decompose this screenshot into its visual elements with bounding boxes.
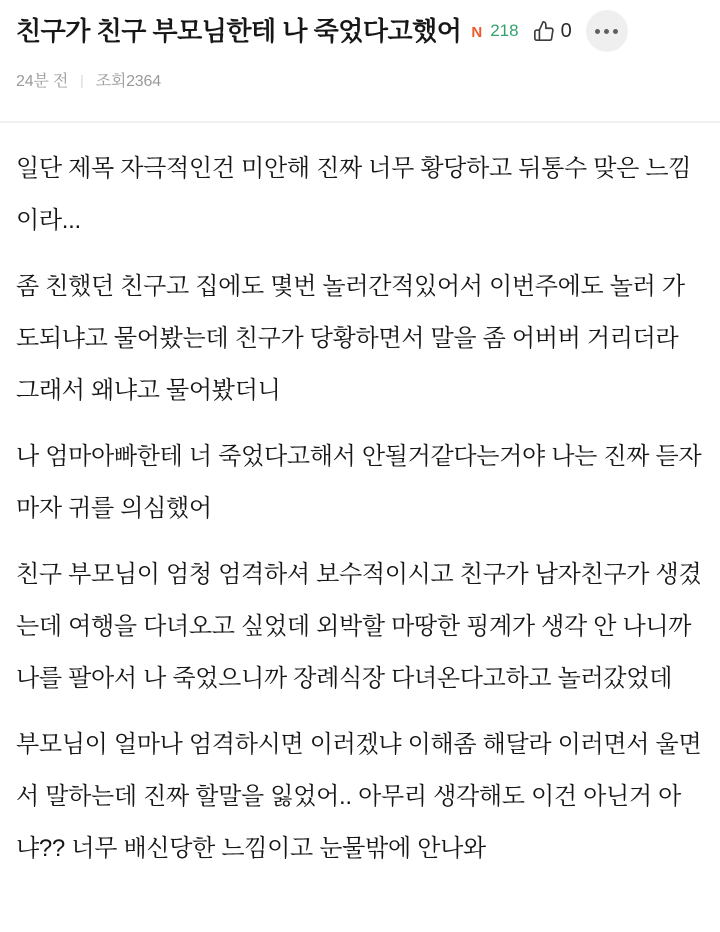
- meta-separator: |: [80, 71, 84, 88]
- more-button[interactable]: [586, 10, 628, 52]
- post-paragraph: 부모님이 얼마나 엄격하시면 이러겠냐 이해좀 해달라 이러면서 울면서 말하는데 진짜 할말을 잃었어.. 아무리 생각해도 이건 아닌거 아냐?? 너무 배신당한 느낌이고 눈물밖에 안나와: [16, 731, 702, 862]
- post-header: [0, 0, 720, 91]
- like-button[interactable]: [533, 20, 572, 43]
- view-count: 조회2364: [95, 73, 161, 90]
- new-badge: N: [471, 23, 483, 41]
- post-paragraph: 나 엄마아빠한테 너 죽었다고해서 안될거같다는거야 나는 진짜 듣자마자 귀를 의심했어: [16, 443, 702, 522]
- ellipsis-icon: [595, 29, 618, 34]
- post-body: [0, 123, 720, 875]
- post-title: 친구가 친구 부모님한테 나 죽었다고했어: [16, 16, 462, 46]
- thumbs-up-icon: [533, 20, 555, 42]
- like-count: 0: [560, 19, 572, 42]
- post-time: 24분 전: [16, 73, 69, 90]
- post-paragraph: 일단 제목 자극적인건 미안해 진짜 너무 황당하고 뒤통수 맞은 느낌이라...: [16, 155, 692, 234]
- post-meta: [16, 68, 704, 91]
- comment-count: 218: [490, 21, 519, 40]
- post-paragraph: 좀 친했던 친구고 집에도 몇번 놀러간적있어서 이번주에도 놀러 가도되냐고 물어봤는데 친구가 당황하면서 말을 좀 어버버 거리더라 그래서 왜냐고 물어봤더니: [16, 273, 685, 404]
- title-row: [16, 10, 704, 52]
- post-paragraph: 친구 부모님이 엄청 엄격하셔 보수적이시고 친구가 남자친구가 생겼는데 여행을 다녀오고 싶었데 외박할 마땅한 핑계가 생각 안 나니까 나를 팔아서 나 죽었으니까 장례식장 다녀온다고하고 놀러갔었데: [16, 561, 702, 692]
